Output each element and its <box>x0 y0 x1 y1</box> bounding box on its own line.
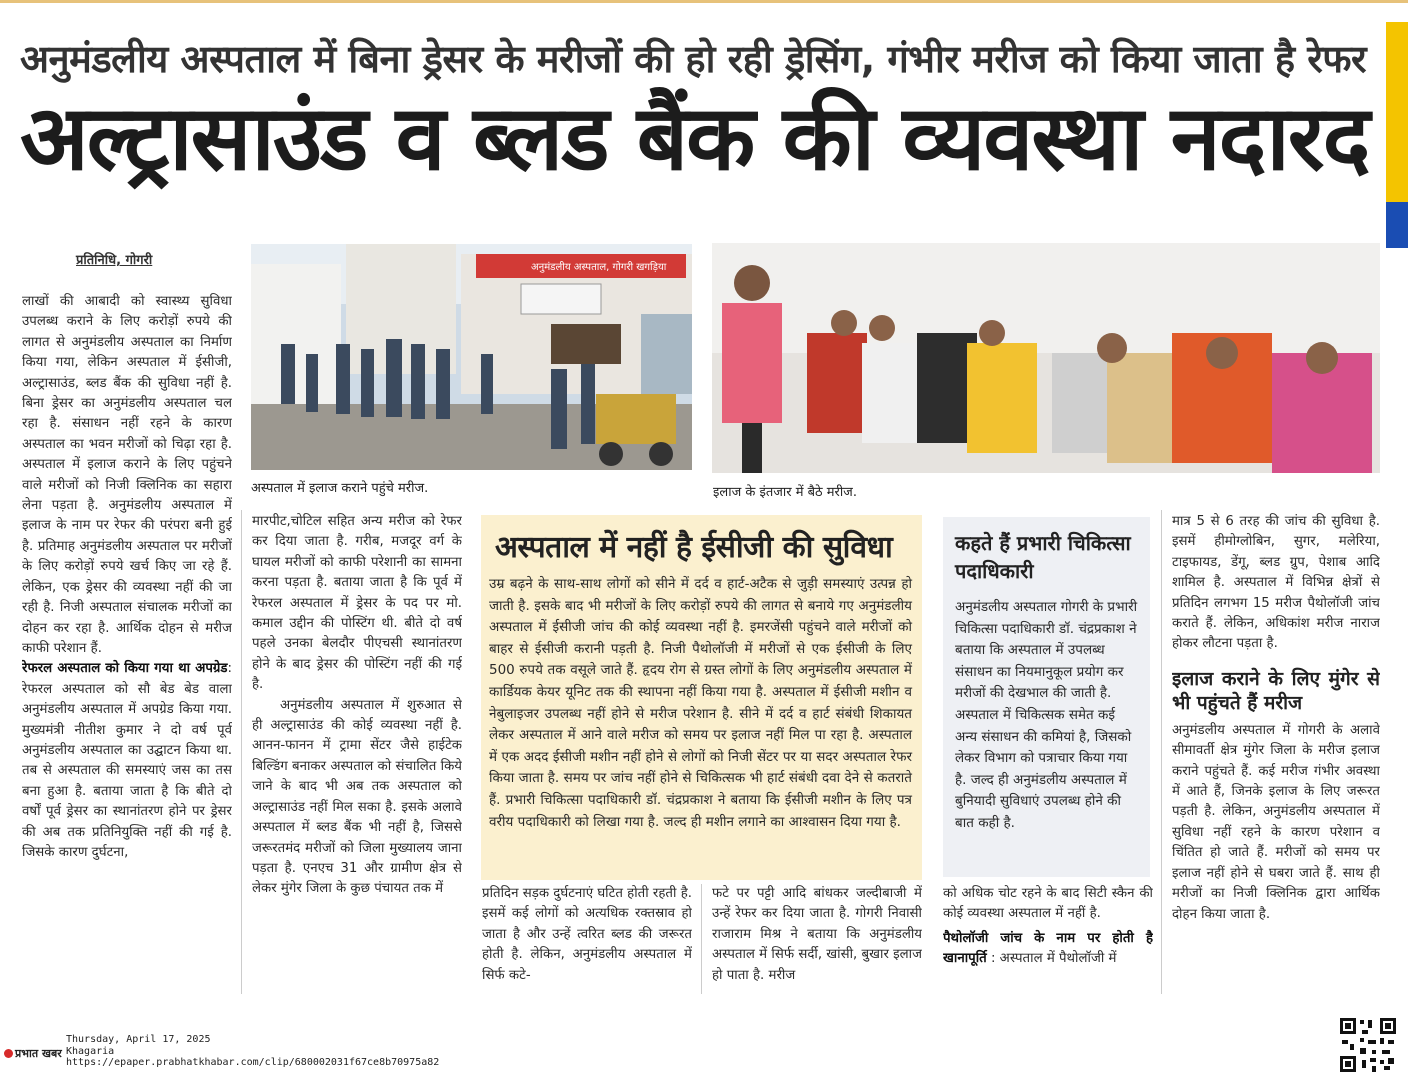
box-title: कहते हैं प्रभारी चिकित्सा पदाधिकारी <box>955 531 1131 583</box>
clip-url[interactable]: https://epaper.prabhatkhabar.com/clip/680002031f67ce8b70975a82 <box>66 1057 440 1068</box>
ecg-feature-box <box>481 515 922 880</box>
subheading: इलाज कराने के लिए मुंगेर से भी पहुंचते हैं मरीज <box>1172 667 1380 714</box>
photo-caption: अस्पताल में इलाज कराने पहुंचे मरीज. <box>251 481 429 496</box>
kicker-headline: अनुमंडलीय अस्पताल में बिना ड्रेसर के मरीजों की हो रही ड्रेसिंग, गंभीर मरीज को किया जाता है रेफर <box>20 37 1367 81</box>
officer-quote-box <box>943 517 1150 877</box>
column-divider <box>241 510 242 994</box>
edition-place: Khagaria <box>66 1045 115 1057</box>
article-paragraph: : रेफरल अस्पताल को सौ बेड बेड वाला अनुमंडलीय अस्पताल में अपग्रेड किया गया. मुख्यमंत्री नीतीश कुमार ने दो वर्ष पूर्व अनुमंडलीय अस्पताल का उद्घाटन किया था. तब से अस्पताल की समस्याएं जस का तस बना हुआ है. बताया जाता है कि बीते दो वर्षों पूर्व ड्रेसर का स्थानांतरण होने पर ड्रेसर की अब तक प्रतिनियुक्ति नहीं की गई है. जिसके कारण दुर्घटना, <box>22 661 232 860</box>
article-paragraph: लाखों की आबादी को स्वास्थ्य सुविधा उपलब्ध कराने के लिए करोड़ों रुपये की लागत से अनुमंडलीय अस्पताल का निर्माण किया गया, लेकिन अस्पताल में ईसीजी, अल्ट्रासाउंड, ब्लड बैंक की सुविधा नहीं है. बिना ड्रेसर का अनुमंडलीय अस्पताल चल रहा है. संसाधन नहीं रहने के कारण अस्पताल का भवन मरीजों को चिढ़ा रहा है. अस्पताल में इलाज कराने के लिए पहुंचने वाले मरीजों को निजी क्लिनिक का सहारा लेना पड़ता है. अनुमंडलीय अस्पताल में इलाज के नाम पर रेफर की परंपरा बनी हुई है. प्रतिमाह अनुमंडलीय अस्पताल पर मरीजों के लिए करोड़ों रुपये खर्च किए जा रहे हैं. लेकिन, एक ड्रेसर की व्यवस्था नहीं की जा रही है. निजी अस्पताल संचालक मरीजों का दोहन कर रहा है. आर्थिक दोहन से मरीज काफी परेशान हैं. <box>22 294 232 656</box>
article-column-4 <box>712 884 922 994</box>
column-divider <box>701 884 702 994</box>
adjacent-ad-strip <box>1386 22 1408 248</box>
clip-metadata <box>66 1034 439 1069</box>
article-paragraph: प्रतिदिन सड़क दुर्घटनाएं घटित होती रहती है. इसमें कई लोगों को अत्यधिक रक्तस्राव हो जाता है और उन्हें त्वरित ब्लड की जरूरत होती है. लेकिन, अनुमंडलीय अस्पताल में सिर्फ कटे- <box>482 886 692 983</box>
column-divider <box>1161 510 1162 994</box>
article-paragraph: मात्र 5 से 6 तरह की जांच की सुविधा है. इसमें हीमोग्लोबिन, सुगर, मलेरिया, टाइफायड, डेंगू, ब्लड ग्रुप, पेशाब आदि शामिल है. अस्पताल में विभिन्न क्षेत्रों से प्रतिदिन लगभग 15 मरीज पैथोलॉजी जांच कराते हैं. लेकिन, अधिकांश मरीज नाराज होकर लौटना पड़ता है. <box>1172 514 1380 652</box>
article-column-2 <box>252 512 462 992</box>
logo-text: प्रभात खबर <box>15 1047 62 1060</box>
article-paragraph: मारपीट,चोटिल सहित अन्य मरीज को रेफर कर दिया जाता है. गरीब, मजदूर वर्ग के घायल मरीजों को काफी परेशानी का सामना करना पड़ता है. बताया जाता है कि पूर्व में रेफरल अस्पताल में ड्रेसर के पद पर मो. कमाल उद्दीन की पोस्टिंग थी. बीते दो वर्ष पहले उनका बेलदौर पीएचसी स्थानांतरण होने के बाद ड्रेसर की पोस्टिंग नहीं की गई है. <box>252 514 462 693</box>
article-paragraph: अनुमंडलीय अस्पताल में शुरुआत से ही अल्ट्रासाउंड की कोई व्यवस्था नहीं है. आनन-फानन में ट्रामा सेंटर जैसे हाईटेक बिल्डिंग बनाकर अस्पताल को संचालित किये जाने के बाद भी अब तक अस्पताल को अल्ट्रासाउंड नहीं मिल सका है. इसके अलावे अस्पताल में ब्लड बैंक भी नहीं है, जिससे जरूरतमंद मरीजों को जिला मुख्यालय जाना पड़ता है. एनएच 31 और ग्रामीण क्षेत्र से लेकर मुंगेर जिला के कुछ पंचायत तक में <box>252 697 462 897</box>
hospital-photo <box>251 244 692 470</box>
article-paragraph: : अस्पताल में पैथोलॉजी में <box>990 951 1117 967</box>
photo-caption: इलाज के इंतजार में बैठे मरीज. <box>713 485 857 500</box>
box-body: उम्र बढ़ने के साथ-साथ लोगों को सीने में दर्द व हार्ट-अटैक से जुड़ी समस्याएं उत्पन्न हो जाती है. इसके बाद भी मरीजों के लिए करोड़ों रुपये की लागत से बनाये गए अनुमंडलीय अस्पताल में ईसीजी जांच की कोई व्यवस्था नहीं है. इमरजेंसी पहुंचने वाले मरीजों को बाहर से ईसीजी करानी पड़ती है. निजी पैथोलॉजी में मरीजों से एक ईसीजी के लिए 500 रुपये तक वसूले जाते हैं. हृदय रोग से ग्रस्त लोगों के लिए अनुमंडलीय अस्पताल में कार्डियक केयर यूनिट तक की स्थापना नहीं किया गया है. अस्पताल में ईसीजी मशीन व नेबुलाइजर उपलब्ध नहीं होने से मरीज परेशान है. सीने में दर्द व हार्ट संबंधी शिकायत लेकर अस्पताल में आने वाले मरीज को समय पर इलाज नहीं मिल पा रहा है. अस्पताल में एक अदद ईसीजी मशीन नहीं होने से लोगों को निजी सेंटर पर या सदर अस्पताल रेफर किया जाता है. समय पर जांच नहीं होने से चिकित्सक भी हार्ट संबंधी दवा देने से कतराते हैं. प्रभारी चिकित्सा पदाधिकारी डॉ. चंद्रप्रकाश ने बताया कि ईसीजी मशीन के लिए पत्र वरीय पदाधिकारी को लिखा गया है. जल्द ही मशीन लगाने का आश्वासन दिया गया है. <box>489 576 912 830</box>
subheading: पैथोलॉजी जांच के नाम पर होती है खानापूर्ति <box>943 930 1153 967</box>
article-paragraph: फटे पर पट्टी आदि बांधकर जल्दीबाजी में उन्हें रेफर कर दिया जाता है. गोगरी निवासी राजाराम मिश्र ने बताया कि अनुमंडलीय अस्पताल में सिर्फ सर्दी, खांसी, बुखार इलाज हो पाता है. मरीज <box>712 886 922 983</box>
box-title: अस्पताल में नहीं है ईसीजी की सुविधा <box>495 530 893 565</box>
article-paragraph: अनुमंडलीय अस्पताल में गोगरी के अलावे सीमावर्ती क्षेत्र मुंगेर जिला के मरीज इलाज कराने पहुंचते हैं. कई मरीज गंभीर अवस्था में आते हैं, जिनके इलाज के लिए जरूरत पड़ती है. लेकिन, अनुमंडलीय अस्पताल में सुविधा नहीं रहने के कारण परेशान व चिंतित हो जाते हैं. मरीजों को समय पर इलाज नहीं होने से घबरा जाते हैं. साथ ही मरीजों का निजी क्लिनिक द्वारा आर्थिक दोहन किया जाता है. <box>1172 722 1380 922</box>
waiting-patients-photo <box>712 243 1380 473</box>
subheading: रेफरल अस्पताल को किया गया था अपग्रेड <box>22 661 228 677</box>
newspaper-logo <box>4 1046 62 1061</box>
hospital-signboard: अनुमंडलीय अस्पताल, गोगरी खगड़िया <box>531 262 667 273</box>
byline: प्रतिनिधि, गोगरी <box>76 253 153 268</box>
edition-date: Thursday, April 17, 2025 <box>66 1034 211 1045</box>
top-rule <box>0 0 1408 3</box>
qr-code-icon <box>1338 1016 1398 1074</box>
main-headline: अल्ट्रासाउंड व ब्लड बैंक की व्यवस्था नदारद <box>20 86 1369 191</box>
article-column-6 <box>1172 512 1380 996</box>
article-paragraph: को अधिक चोट रहने के बाद सिटी स्कैन की कोई व्यवस्था अस्पताल में नहीं है. <box>943 886 1153 922</box>
article-column-3 <box>482 884 692 994</box>
article-column-1 <box>22 292 232 1000</box>
article-column-5 <box>943 884 1153 994</box>
box-body: अनुमंडलीय अस्पताल गोगरी के प्रभारी चिकित्सा पदाधिकारी डॉ. चंद्रप्रकाश ने बताया कि अस्पताल में उपलब्ध संसाधन का नियमानुकूल प्रयोग कर मरीजों की देखभाल की जाती है. अस्पताल में चिकित्सक समेत कई अन्य संसाधन की कमियां है, जिसको लेकर विभाग को पत्राचार किया गया है. जल्द ही अनुमंडलीय अस्पताल में बुनियादी सुविधाएं उपलब्ध होने की बात कही है. <box>955 599 1138 831</box>
